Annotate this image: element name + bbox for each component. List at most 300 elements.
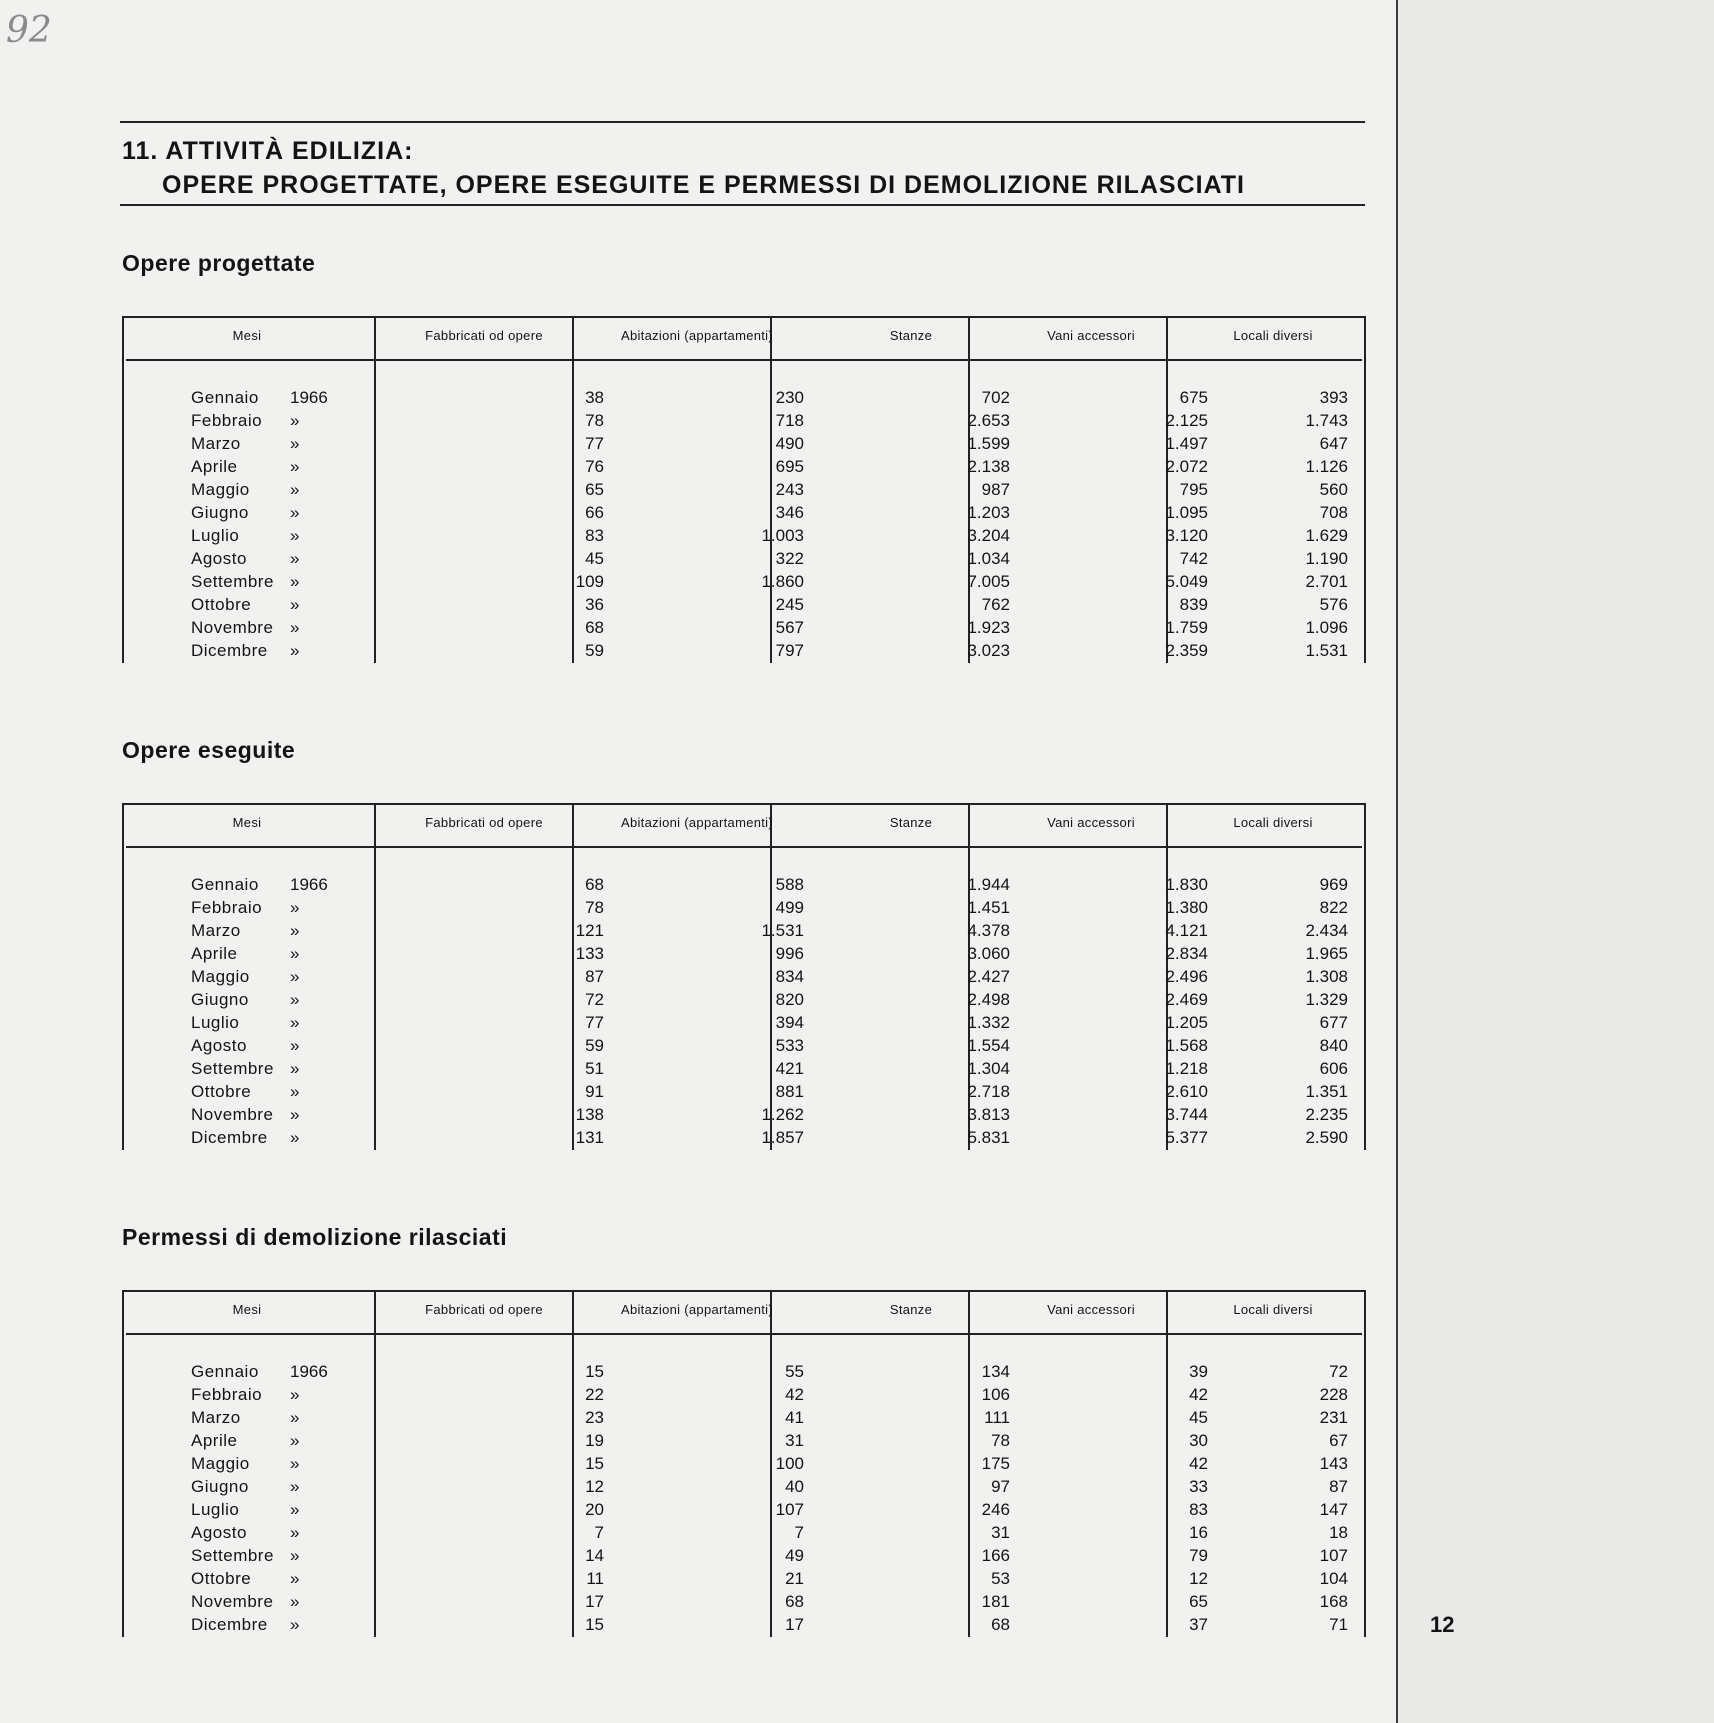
month-cell: Marzo bbox=[191, 1408, 241, 1427]
value-cell: 106 bbox=[981, 1385, 1010, 1404]
value-cell: 20 bbox=[585, 1500, 604, 1519]
value-cell: 83 bbox=[585, 526, 604, 545]
value-cell: 19 bbox=[585, 1431, 604, 1450]
month-cell: Luglio bbox=[191, 1500, 240, 1519]
column-header: Fabbricati od opere bbox=[425, 1302, 543, 1317]
value-cell: 134 bbox=[981, 1362, 1010, 1381]
value-cell: 97 bbox=[991, 1477, 1010, 1496]
month-cell: Dicembre bbox=[191, 641, 268, 660]
value-cell: 881 bbox=[775, 1082, 804, 1101]
year-cell: 1966 bbox=[290, 1362, 328, 1381]
page-fold-line bbox=[1396, 0, 1398, 1723]
value-cell: 17 bbox=[585, 1592, 604, 1611]
value-cell: 1.531 bbox=[761, 921, 804, 940]
value-cell: 2.359 bbox=[1165, 641, 1208, 660]
value-cell: 346 bbox=[775, 503, 804, 522]
value-cell: 7 bbox=[794, 1523, 804, 1542]
value-cell: 168 bbox=[1319, 1592, 1348, 1611]
value-cell: 588 bbox=[775, 875, 804, 894]
month-cell: Gennaio bbox=[191, 388, 259, 407]
month-cell: Giugno bbox=[191, 1477, 249, 1496]
value-cell: 1.218 bbox=[1165, 1059, 1208, 1078]
value-cell: 2.498 bbox=[967, 990, 1010, 1009]
value-cell: 1.304 bbox=[967, 1059, 1010, 1078]
value-cell: 1.205 bbox=[1165, 1013, 1208, 1032]
column-header: Mesi bbox=[232, 815, 262, 830]
month-cell: Maggio bbox=[191, 967, 250, 986]
column-header: Vani accessori bbox=[1047, 815, 1135, 830]
column-header: Vani accessori bbox=[1047, 328, 1135, 343]
table-row bbox=[122, 942, 1366, 965]
value-cell: 1.190 bbox=[1305, 549, 1348, 568]
value-cell: 42 bbox=[1189, 1385, 1208, 1404]
value-cell: 1.944 bbox=[967, 875, 1010, 894]
value-cell: 1.095 bbox=[1165, 503, 1208, 522]
value-cell: 100 bbox=[775, 1454, 804, 1473]
table-row bbox=[122, 1406, 1366, 1429]
table-row bbox=[122, 1034, 1366, 1057]
value-cell: 2.427 bbox=[967, 967, 1010, 986]
month-cell: Novembre bbox=[191, 1105, 274, 1124]
column-header: Abitazioni (appartamenti) bbox=[620, 815, 774, 830]
table-row bbox=[122, 1011, 1366, 1034]
value-cell: 175 bbox=[981, 1454, 1010, 1473]
value-cell: 59 bbox=[585, 641, 604, 660]
table-row bbox=[122, 478, 1366, 501]
value-cell: 2.701 bbox=[1305, 572, 1348, 591]
value-cell: 840 bbox=[1319, 1036, 1348, 1055]
value-cell: 1.497 bbox=[1165, 434, 1208, 453]
value-cell: 4.378 bbox=[967, 921, 1010, 940]
value-cell: 33 bbox=[1189, 1477, 1208, 1496]
year-cell: » bbox=[290, 1431, 300, 1450]
value-cell: 68 bbox=[585, 618, 604, 637]
month-cell: Settembre bbox=[191, 1546, 274, 1565]
value-cell: 1.629 bbox=[1305, 526, 1348, 545]
value-cell: 2.590 bbox=[1305, 1128, 1348, 1147]
value-cell: 675 bbox=[1179, 388, 1208, 407]
year-cell: » bbox=[290, 1059, 300, 1078]
table-row bbox=[122, 1383, 1366, 1406]
table-row bbox=[122, 1567, 1366, 1590]
value-cell: 3.813 bbox=[967, 1105, 1010, 1124]
table-body bbox=[122, 386, 1366, 662]
table-top-rule bbox=[122, 316, 1366, 318]
month-cell: Febbraio bbox=[191, 1385, 263, 1404]
value-cell: 17 bbox=[785, 1615, 804, 1634]
value-cell: 55 bbox=[785, 1362, 804, 1381]
year-cell: » bbox=[290, 1500, 300, 1519]
value-cell: 228 bbox=[1319, 1385, 1348, 1404]
value-cell: 53 bbox=[991, 1569, 1010, 1588]
table-row bbox=[122, 616, 1366, 639]
year-cell: » bbox=[290, 1408, 300, 1427]
value-cell: 5.377 bbox=[1165, 1128, 1208, 1147]
section-heading-eseguite: Opere eseguite bbox=[122, 737, 296, 763]
value-cell: 2.469 bbox=[1165, 990, 1208, 1009]
table-row bbox=[122, 1613, 1366, 1636]
value-cell: 68 bbox=[585, 875, 604, 894]
value-cell: 499 bbox=[775, 898, 804, 917]
value-cell: 2.496 bbox=[1165, 967, 1208, 986]
value-cell: 45 bbox=[585, 549, 604, 568]
value-cell: 677 bbox=[1319, 1013, 1348, 1032]
value-cell: 36 bbox=[585, 595, 604, 614]
year-cell: » bbox=[290, 526, 300, 545]
month-cell: Aprile bbox=[191, 457, 238, 476]
value-cell: 7 bbox=[594, 1523, 604, 1542]
value-cell: 38 bbox=[585, 388, 604, 407]
value-cell: 1.096 bbox=[1305, 618, 1348, 637]
title-line-1: 11. ATTIVITÀ EDILIZIA: bbox=[122, 137, 414, 165]
month-cell: Novembre bbox=[191, 1592, 274, 1611]
value-cell: 51 bbox=[585, 1059, 604, 1078]
value-cell: 109 bbox=[575, 572, 604, 591]
value-cell: 78 bbox=[585, 898, 604, 917]
value-cell: 15 bbox=[585, 1454, 604, 1473]
value-cell: 1.451 bbox=[967, 898, 1010, 917]
year-cell: » bbox=[290, 1385, 300, 1404]
value-cell: 131 bbox=[575, 1128, 604, 1147]
value-cell: 16 bbox=[1189, 1523, 1208, 1542]
table-row bbox=[122, 409, 1366, 432]
title-rule-top bbox=[120, 121, 1365, 123]
value-cell: 107 bbox=[1319, 1546, 1348, 1565]
table-row bbox=[122, 988, 1366, 1011]
column-header: Locali diversi bbox=[1233, 815, 1313, 830]
table-row bbox=[122, 965, 1366, 988]
value-cell: 68 bbox=[991, 1615, 1010, 1634]
value-cell: 246 bbox=[981, 1500, 1010, 1519]
value-cell: 4.121 bbox=[1165, 921, 1208, 940]
value-cell: 67 bbox=[1329, 1431, 1348, 1450]
value-cell: 18 bbox=[1329, 1523, 1348, 1542]
value-cell: 66 bbox=[585, 503, 604, 522]
table-row bbox=[122, 432, 1366, 455]
month-cell: Gennaio bbox=[191, 875, 259, 894]
value-cell: 834 bbox=[775, 967, 804, 986]
value-cell: 22 bbox=[585, 1385, 604, 1404]
value-cell: 1.965 bbox=[1305, 944, 1348, 963]
value-cell: 78 bbox=[585, 411, 604, 430]
section-heading-progettate: Opere progettate bbox=[122, 250, 316, 276]
table-row bbox=[122, 593, 1366, 616]
value-cell: 45 bbox=[1189, 1408, 1208, 1427]
value-cell: 31 bbox=[785, 1431, 804, 1450]
value-cell: 133 bbox=[575, 944, 604, 963]
value-cell: 79 bbox=[1189, 1546, 1208, 1565]
value-cell: 87 bbox=[1329, 1477, 1348, 1496]
table-row bbox=[122, 1590, 1366, 1613]
year-cell: » bbox=[290, 1569, 300, 1588]
table-row bbox=[122, 570, 1366, 593]
value-cell: 1.743 bbox=[1305, 411, 1348, 430]
column-header: Vani accessori bbox=[1047, 1302, 1135, 1317]
month-cell: Novembre bbox=[191, 618, 274, 637]
month-cell: Luglio bbox=[191, 1013, 240, 1032]
value-cell: 969 bbox=[1319, 875, 1348, 894]
value-cell: 1.568 bbox=[1165, 1036, 1208, 1055]
month-cell: Agosto bbox=[191, 1036, 247, 1055]
year-cell: » bbox=[290, 1082, 300, 1101]
table-row bbox=[122, 501, 1366, 524]
value-cell: 1.923 bbox=[967, 618, 1010, 637]
value-cell: 2.125 bbox=[1165, 411, 1208, 430]
value-cell: 576 bbox=[1319, 595, 1348, 614]
value-cell: 2.235 bbox=[1305, 1105, 1348, 1124]
table-body bbox=[122, 873, 1366, 1149]
table-row bbox=[122, 455, 1366, 478]
value-cell: 2.434 bbox=[1305, 921, 1348, 940]
value-cell: 72 bbox=[585, 990, 604, 1009]
value-cell: 147 bbox=[1319, 1500, 1348, 1519]
year-cell: » bbox=[290, 921, 300, 940]
month-cell: Agosto bbox=[191, 1523, 247, 1542]
value-cell: 49 bbox=[785, 1546, 804, 1565]
value-cell: 5.049 bbox=[1165, 572, 1208, 591]
month-cell: Febbraio bbox=[191, 898, 263, 917]
value-cell: 78 bbox=[991, 1431, 1010, 1450]
table-row bbox=[122, 1429, 1366, 1452]
year-cell: » bbox=[290, 1615, 300, 1634]
value-cell: 5.831 bbox=[967, 1128, 1010, 1147]
value-cell: 87 bbox=[585, 967, 604, 986]
value-cell: 1.329 bbox=[1305, 990, 1348, 1009]
document-title bbox=[122, 134, 1362, 202]
table-row bbox=[122, 1475, 1366, 1498]
value-cell: 742 bbox=[1179, 549, 1208, 568]
value-cell: 230 bbox=[775, 388, 804, 407]
table-header-rule bbox=[126, 359, 1362, 361]
value-cell: 15 bbox=[585, 1362, 604, 1381]
table-row bbox=[122, 524, 1366, 547]
value-cell: 394 bbox=[775, 1013, 804, 1032]
year-cell: 1966 bbox=[290, 875, 328, 894]
value-cell: 30 bbox=[1189, 1431, 1208, 1450]
value-cell: 166 bbox=[981, 1546, 1010, 1565]
table-row bbox=[122, 547, 1366, 570]
year-cell: » bbox=[290, 618, 300, 637]
month-cell: Dicembre bbox=[191, 1615, 268, 1634]
value-cell: 490 bbox=[775, 434, 804, 453]
column-header: Mesi bbox=[232, 1302, 262, 1317]
column-header: Mesi bbox=[232, 328, 262, 343]
value-cell: 143 bbox=[1319, 1454, 1348, 1473]
value-cell: 68 bbox=[785, 1592, 804, 1611]
value-cell: 181 bbox=[981, 1592, 1010, 1611]
value-cell: 2.610 bbox=[1165, 1082, 1208, 1101]
table-row bbox=[122, 1103, 1366, 1126]
value-cell: 708 bbox=[1319, 503, 1348, 522]
value-cell: 606 bbox=[1319, 1059, 1348, 1078]
value-cell: 12 bbox=[1189, 1569, 1208, 1588]
value-cell: 21 bbox=[785, 1569, 804, 1588]
value-cell: 3.204 bbox=[967, 526, 1010, 545]
value-cell: 12 bbox=[585, 1477, 604, 1496]
table-row bbox=[122, 1452, 1366, 1475]
year-cell: » bbox=[290, 1013, 300, 1032]
year-cell: » bbox=[290, 1592, 300, 1611]
value-cell: 65 bbox=[1189, 1592, 1208, 1611]
value-cell: 111 bbox=[984, 1408, 1010, 1427]
year-cell: » bbox=[290, 641, 300, 660]
value-cell: 39 bbox=[1189, 1362, 1208, 1381]
value-cell: 1.830 bbox=[1165, 875, 1208, 894]
value-cell: 1.308 bbox=[1305, 967, 1348, 986]
value-cell: 59 bbox=[585, 1036, 604, 1055]
value-cell: 2.138 bbox=[967, 457, 1010, 476]
value-cell: 72 bbox=[1329, 1362, 1348, 1381]
value-cell: 1.599 bbox=[967, 434, 1010, 453]
value-cell: 107 bbox=[775, 1500, 804, 1519]
value-cell: 41 bbox=[785, 1408, 804, 1427]
month-cell: Marzo bbox=[191, 921, 241, 940]
value-cell: 1.380 bbox=[1165, 898, 1208, 917]
month-cell: Ottobre bbox=[191, 595, 252, 614]
year-cell: » bbox=[290, 1477, 300, 1496]
value-cell: 121 bbox=[575, 921, 604, 940]
month-cell: Luglio bbox=[191, 526, 240, 545]
table-row bbox=[122, 1498, 1366, 1521]
table-row bbox=[122, 1544, 1366, 1567]
value-cell: 322 bbox=[775, 549, 804, 568]
table-row bbox=[122, 639, 1366, 662]
value-cell: 77 bbox=[585, 434, 604, 453]
year-cell: » bbox=[290, 967, 300, 986]
value-cell: 76 bbox=[585, 457, 604, 476]
year-cell: » bbox=[290, 480, 300, 499]
table-row bbox=[122, 1057, 1366, 1080]
column-header: Abitazioni (appartamenti) bbox=[620, 1302, 774, 1317]
table-header-rule bbox=[126, 1333, 1362, 1335]
value-cell: 1.034 bbox=[967, 549, 1010, 568]
table-top-rule bbox=[122, 803, 1366, 805]
value-cell: 820 bbox=[775, 990, 804, 1009]
column-header: Stanze bbox=[889, 328, 933, 343]
value-cell: 839 bbox=[1179, 595, 1208, 614]
value-cell: 7.005 bbox=[967, 572, 1010, 591]
section-heading-demolizione: Permessi di demolizione rilasciati bbox=[122, 1224, 508, 1250]
table-header-rule bbox=[126, 846, 1362, 848]
value-cell: 421 bbox=[775, 1059, 804, 1078]
month-cell: Aprile bbox=[191, 1431, 238, 1450]
value-cell: 71 bbox=[1329, 1615, 1348, 1634]
year-cell: » bbox=[290, 898, 300, 917]
table-body bbox=[122, 1360, 1366, 1636]
month-cell: Aprile bbox=[191, 944, 238, 963]
adjacent-page-margin bbox=[1398, 0, 1714, 1723]
table-row bbox=[122, 1521, 1366, 1544]
value-cell: 560 bbox=[1319, 480, 1348, 499]
handwritten-page-number: 92 bbox=[6, 10, 52, 51]
table-row bbox=[122, 1126, 1366, 1149]
month-cell: Agosto bbox=[191, 549, 247, 568]
month-cell: Settembre bbox=[191, 572, 274, 591]
value-cell: 718 bbox=[775, 411, 804, 430]
month-cell: Dicembre bbox=[191, 1128, 268, 1147]
year-cell: » bbox=[290, 944, 300, 963]
value-cell: 2.653 bbox=[967, 411, 1010, 430]
year-cell: » bbox=[290, 1546, 300, 1565]
value-cell: 2.072 bbox=[1165, 457, 1208, 476]
value-cell: 1.759 bbox=[1165, 618, 1208, 637]
value-cell: 1.554 bbox=[967, 1036, 1010, 1055]
value-cell: 647 bbox=[1319, 434, 1348, 453]
month-cell: Giugno bbox=[191, 990, 249, 1009]
table-opere-progettate bbox=[122, 316, 1366, 663]
month-cell: Maggio bbox=[191, 1454, 250, 1473]
value-cell: 91 bbox=[585, 1082, 604, 1101]
value-cell: 3.023 bbox=[967, 641, 1010, 660]
value-cell: 138 bbox=[575, 1105, 604, 1124]
month-cell: Gennaio bbox=[191, 1362, 259, 1381]
year-cell: » bbox=[290, 1128, 300, 1147]
table-row bbox=[122, 873, 1366, 896]
value-cell: 42 bbox=[1189, 1454, 1208, 1473]
month-cell: Maggio bbox=[191, 480, 250, 499]
value-cell: 1.003 bbox=[761, 526, 804, 545]
value-cell: 1.262 bbox=[761, 1105, 804, 1124]
value-cell: 822 bbox=[1319, 898, 1348, 917]
value-cell: 3.060 bbox=[967, 944, 1010, 963]
year-cell: » bbox=[290, 549, 300, 568]
table-row bbox=[122, 1360, 1366, 1383]
value-cell: 37 bbox=[1189, 1615, 1208, 1634]
value-cell: 762 bbox=[981, 595, 1010, 614]
table-permessi-demolizione bbox=[122, 1290, 1366, 1637]
value-cell: 42 bbox=[785, 1385, 804, 1404]
value-cell: 14 bbox=[585, 1546, 604, 1565]
value-cell: 996 bbox=[775, 944, 804, 963]
value-cell: 795 bbox=[1179, 480, 1208, 499]
year-cell: » bbox=[290, 503, 300, 522]
table-top-rule bbox=[122, 1290, 1366, 1292]
value-cell: 533 bbox=[775, 1036, 804, 1055]
column-header: Fabbricati od opere bbox=[425, 328, 543, 343]
value-cell: 1.126 bbox=[1305, 457, 1348, 476]
value-cell: 65 bbox=[585, 480, 604, 499]
value-cell: 77 bbox=[585, 1013, 604, 1032]
year-cell: » bbox=[290, 1523, 300, 1542]
value-cell: 1.351 bbox=[1305, 1082, 1348, 1101]
title-line-2: OPERE PROGETTATE, OPERE ESEGUITE E PERMESSI DI DEMOLIZIONE RILASCIATI bbox=[162, 171, 1246, 199]
value-cell: 40 bbox=[785, 1477, 804, 1496]
value-cell: 797 bbox=[775, 641, 804, 660]
month-cell: Giugno bbox=[191, 503, 249, 522]
month-cell: Ottobre bbox=[191, 1569, 252, 1588]
column-header: Abitazioni (appartamenti) bbox=[620, 328, 774, 343]
column-header: Locali diversi bbox=[1233, 1302, 1313, 1317]
value-cell: 83 bbox=[1189, 1500, 1208, 1519]
table-row bbox=[122, 919, 1366, 942]
value-cell: 245 bbox=[775, 595, 804, 614]
title-rule-bottom bbox=[120, 204, 1365, 206]
value-cell: 695 bbox=[775, 457, 804, 476]
value-cell: 393 bbox=[1319, 388, 1348, 407]
year-cell: » bbox=[290, 411, 300, 430]
year-cell: » bbox=[290, 434, 300, 453]
year-cell: » bbox=[290, 1036, 300, 1055]
year-cell: » bbox=[290, 595, 300, 614]
value-cell: 1.857 bbox=[761, 1128, 804, 1147]
value-cell: 3.744 bbox=[1165, 1105, 1208, 1124]
value-cell: 1.531 bbox=[1305, 641, 1348, 660]
table-opere-eseguite bbox=[122, 803, 1366, 1150]
value-cell: 11 bbox=[586, 1569, 604, 1588]
year-cell: 1966 bbox=[290, 388, 328, 407]
month-cell: Ottobre bbox=[191, 1082, 252, 1101]
month-cell: Settembre bbox=[191, 1059, 274, 1078]
